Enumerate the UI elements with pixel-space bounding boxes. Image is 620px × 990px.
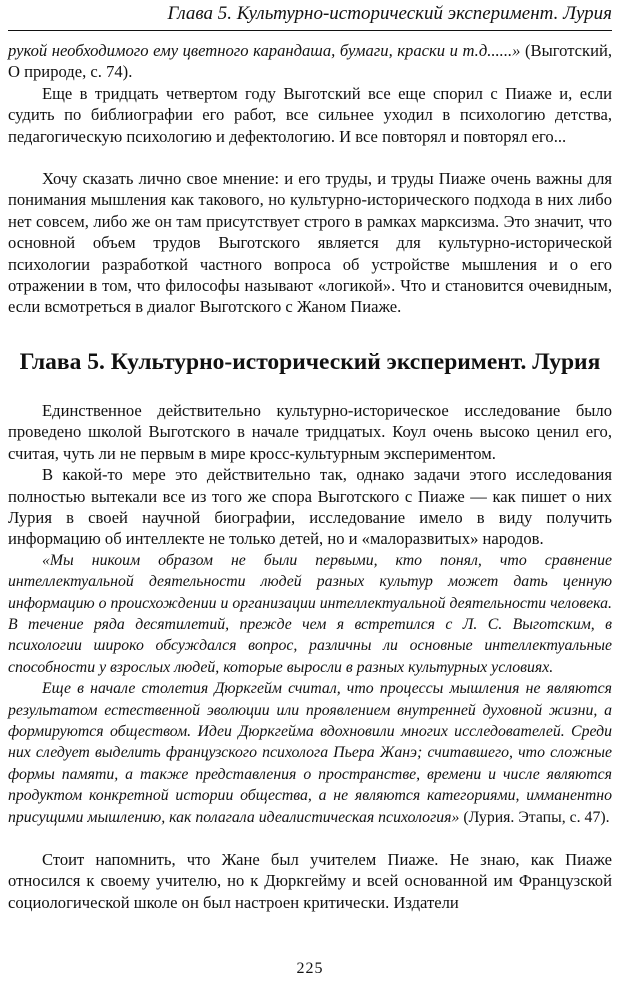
block-quote: «Мы никоим образом не были первыми, кто понял, что сравнение интеллектуальной деятельности людей разных культур может дать ценную информацию о происхождении и организации интеллектуальной деятельности человека. В течение ряда десятилетий, прежде чем я встретился с Л. С. Выготским, в психологии широко обсуждался вопрос, различны ли основные интеллектуальные способности у взрослых людей, которые выросли в разных культурных условиях. — [8, 551, 612, 676]
page-number: 225 — [296, 960, 324, 977]
paragraph: Единственное действительно культурно-историческое исследование было проведено школой Выготского в начале тридцатых. Коул очень высоко ценил его, считая, чуть ли не первым в мире кросс-культурным экспериментом. — [8, 400, 612, 463]
paragraph: Стоит напомнить, что Жане был учителем Пиаже. Не знаю, как Пиаже относился к своему учителю, но к Дюркгейму и всей основанной им Французской социологической школе он был настроен критически. Издатели — [8, 850, 612, 912]
block-quote-citation: (Лурия. Этапы, с. 47). — [459, 808, 610, 826]
block-quote-italic: Еще в начале столетия Дюркгейм считал, что процессы мышления не являются результатом естественной эволюции или проявлением внутренней духовной жизни, а формируются обществом. Идеи Дюркгейма вдохновили многих исследователей. Среди них следует выделить французского психолога Пьера Жанэ; считавшего, что сложные формы памяти, а также представления о пространстве, времени и числе являются продуктом конкретной истории общества, а не являются категориями, имманентно присущими мышлению, как полагала идеалистическая психология» — [8, 680, 612, 826]
paragraph-quote-ending — [8, 40, 612, 83]
running-head: Глава 5. Культурно-исторический эксперимент. Лурия — [8, 2, 612, 31]
paragraph: Хочу сказать лично свое мнение: и его труды, и труды Пиаже очень важны для понимания мышления как такового, но культурно-исторического подхода в них либо нет совсем, либо же он там присутствует строго в рамках марксизма. Это значит, что основной объем трудов Выготского является для культурно-исторической психологии разработкой частного вопроса об устройстве мышления и о его отражении в том, что философы называют «логикой». Что и становится очевидным, если всмотреться в диалог Выготского с Жаном Пиаже. — [8, 169, 612, 317]
chapter-heading: Глава 5. Культурно-исторический эксперимент. Лурия — [19, 348, 601, 375]
quote-ending-italic: рукой необходимого ему цветного карандаша, бумаги, краски и т.д......» — [8, 41, 521, 60]
paragraph: Еще в тридцать четвертом году Выготский все еще спорил с Пиаже и, если судить по библиографии его работ, все сильнее уходил в психологию детства, педагогическую психологию и дефектологию. И все повторял и повторял его... — [8, 83, 612, 146]
page-body — [8, 40, 612, 913]
paragraph: В какой-то мере это действительно так, однако задачи этого исследования полностью вытекали все из того же спора Выготского с Пиаже — как пишет о них Лурия в своей научной биографии, исследование имело в виду получить информацию об интеллекте не только детей, но и «малоразвитых» народов. — [8, 465, 612, 549]
quote-ending-citation: (Выготский, О природе, с. 74). — [8, 41, 612, 82]
block-quote — [8, 678, 612, 828]
